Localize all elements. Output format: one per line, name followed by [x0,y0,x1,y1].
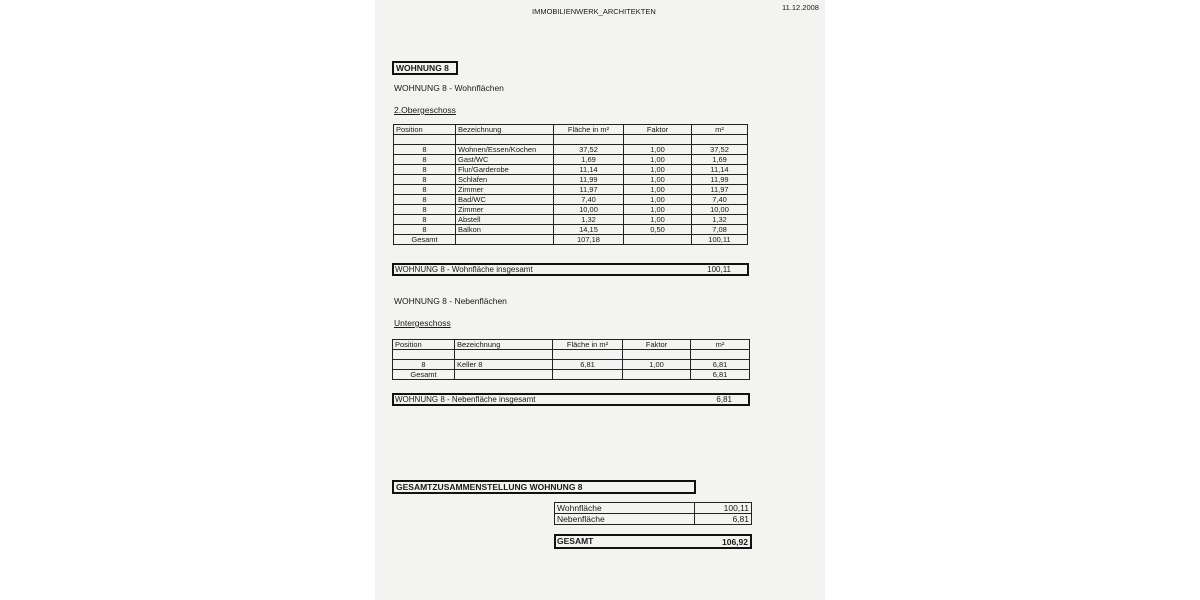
cell-room: Schlafen [456,175,554,185]
table-spacer-row [394,135,748,145]
grand-total-bar [554,534,752,549]
document-date: 11.12.2008 [782,3,819,12]
column-header: Position [393,340,455,350]
secondary-area-floor: Untergeschoss [394,318,451,328]
column-header: m² [691,340,750,350]
column-header: Bezeichnung [455,340,553,350]
document-page [375,0,825,600]
table-header-row [393,340,750,350]
table-header-row [394,125,748,135]
cell-room: Keller 8 [455,360,553,370]
cell-factor: 1,00 [624,155,692,165]
table-row [394,195,748,205]
cell-position: 8 [394,155,456,165]
column-header: Bezeichnung [456,125,554,135]
total-label: Gesamt [394,235,456,245]
secondary-area-heading: WOHNUNG 8 - Nebenflächen [394,296,507,306]
cell-factor: 1,00 [624,205,692,215]
living-area-summary-bar [392,263,749,276]
table-row [394,185,748,195]
column-header: Faktor [623,340,691,350]
secondary-area-summary-label: WOHNUNG 8 - Nebenfläche insgesamt [395,395,536,404]
cell-m2: 7,08 [692,225,748,235]
cell-m2: 1,69 [692,155,748,165]
table-total-row [393,370,750,380]
cell-m2: 11,99 [692,175,748,185]
cell-area: 6,81 [553,360,623,370]
cell-m2: 6,81 [691,360,750,370]
living-area-table [393,124,748,245]
cell-factor: 1,00 [624,165,692,175]
cell-room: Zimmer [456,205,554,215]
table-row [394,145,748,155]
cell-area: 10,00 [554,205,624,215]
total-m2: 6,81 [691,370,750,380]
cell-position: 8 [393,360,455,370]
overall-summary-title: GESAMTZUSAMMENSTELLUNG WOHNUNG 8 [396,482,583,492]
table-row [393,360,750,370]
cell-m2: 7,40 [692,195,748,205]
cell-factor: 1,00 [624,215,692,225]
table-row [555,514,752,525]
cell-m2: 10,00 [692,205,748,215]
column-header: Fläche in m² [554,125,624,135]
secondary-area-table [392,339,750,380]
cell-m2: 37,52 [692,145,748,155]
secondary-area-summary-value: 6,81 [716,395,732,404]
cell-area: 7,40 [554,195,624,205]
cell-room: Balkon [456,225,554,235]
cell-factor: 0,50 [624,225,692,235]
cell-area: 1,32 [554,215,624,225]
table-row [394,205,748,215]
cell-m2: 11,97 [692,185,748,195]
table-total-row [394,235,748,245]
cell-value: 100,11 [695,503,752,514]
cell-room: Gast/WC [456,155,554,165]
column-header: Faktor [624,125,692,135]
cell-factor: 1,00 [624,145,692,155]
cell-position: 8 [394,225,456,235]
cell-room: Zimmer [456,185,554,195]
column-header: m² [692,125,748,135]
total-m2: 100,11 [692,235,748,245]
cell-m2: 11,14 [692,165,748,175]
total-label: Gesamt [393,370,455,380]
cell-factor: 1,00 [624,185,692,195]
cell-area: 37,52 [554,145,624,155]
table-row [394,155,748,165]
table-row [555,503,752,514]
cell-area: 11,99 [554,175,624,185]
overall-summary-table [554,502,752,525]
cell-label: Wohnfläche [555,503,695,514]
secondary-area-summary-bar [392,393,750,406]
cell-area: 14,15 [554,225,624,235]
cell-label: Nebenfläche [555,514,695,525]
cell-position: 8 [394,165,456,175]
table-row [394,175,748,185]
cell-position: 8 [394,215,456,225]
cell-position: 8 [394,175,456,185]
column-header: Position [394,125,456,135]
table-row [394,215,748,225]
column-header: Fläche in m² [553,340,623,350]
cell-room: Flur/Garderobe [456,165,554,175]
cell-area: 1,69 [554,155,624,165]
cell-area: 11,97 [554,185,624,195]
living-area-summary-label: WOHNUNG 8 - Wohnfläche insgesamt [395,265,533,274]
apartment-title-box [392,61,458,75]
grand-total-label: GESAMT [557,536,594,546]
cell-factor: 1,00 [624,195,692,205]
table-spacer-row [393,350,750,360]
cell-value: 6,81 [695,514,752,525]
living-area-summary-value: 100,11 [707,265,731,274]
living-area-floor: 2.Obergeschoss [394,105,456,115]
cell-room: Abstell [456,215,554,225]
cell-position: 8 [394,205,456,215]
cell-position: 8 [394,195,456,205]
cell-room: Bad/WC [456,195,554,205]
cell-factor: 1,00 [623,360,691,370]
cell-area: 11,14 [554,165,624,175]
total-area: 107,18 [554,235,624,245]
apartment-title: WOHNUNG 8 [396,63,449,73]
living-area-heading: WOHNUNG 8 - Wohnflächen [394,83,504,93]
overall-summary-title-box [392,480,696,494]
cell-factor: 1,00 [624,175,692,185]
cell-room: Wohnen/Essen/Kochen [456,145,554,155]
cell-position: 8 [394,185,456,195]
grand-total-value: 106,92 [722,537,748,547]
table-row [394,225,748,235]
cell-position: 8 [394,145,456,155]
cell-m2: 1,32 [692,215,748,225]
table-row [394,165,748,175]
company-name: IMMOBILIENWERK_ARCHITEKTEN [532,7,656,16]
